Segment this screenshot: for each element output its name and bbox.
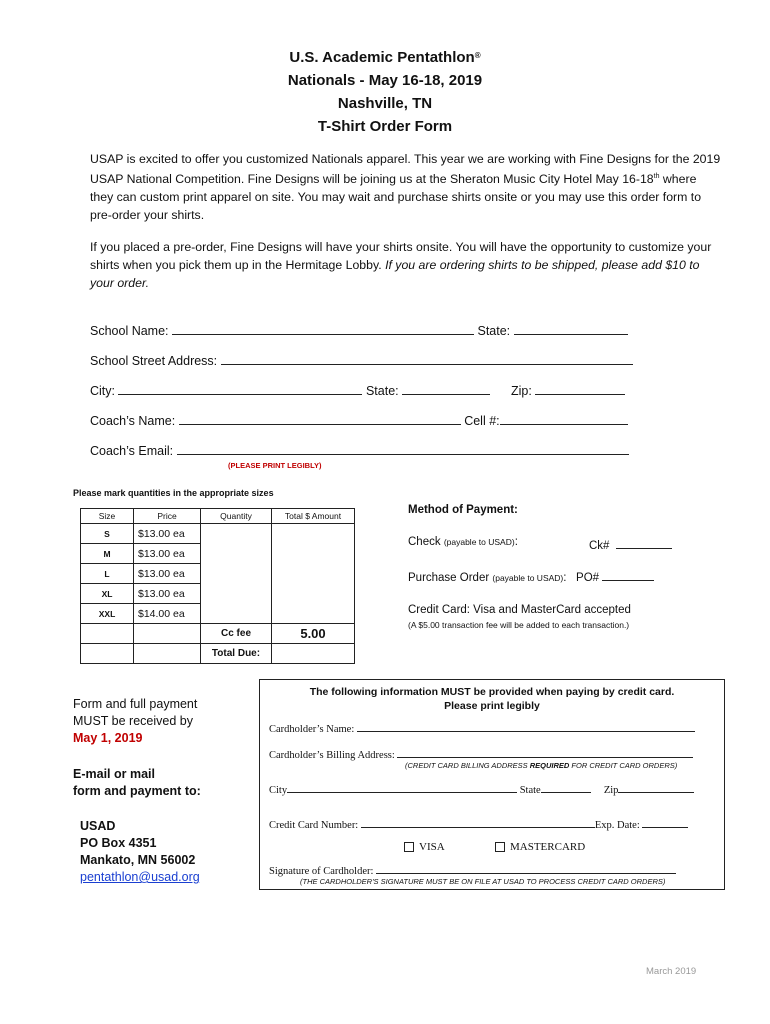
visa-option[interactable]: VISA: [404, 841, 445, 853]
ck-number-field[interactable]: [616, 536, 672, 549]
credit-fee-note: (A $5.00 transaction fee will be added to each transaction.): [408, 620, 630, 630]
table-row: L $13.00 ea: [81, 564, 355, 584]
title-line-3: Nashville, TN: [337, 95, 433, 112]
zip-field[interactable]: [535, 382, 625, 395]
registered-mark: ®: [474, 51, 481, 60]
signature-note: (THE CARDHOLDER'S SIGNATURE MUST BE ON FILE AT USAD TO PROCESS CREDIT CARD ORDERS): [300, 877, 666, 886]
table-row: XXL $14.00 ea: [81, 604, 355, 624]
card-number-field[interactable]: [361, 817, 595, 828]
visa-checkbox[interactable]: [404, 842, 414, 852]
mastercard-checkbox[interactable]: [495, 842, 505, 852]
quantity-instruction: Please mark quantities in the appropriate sizes: [73, 488, 274, 498]
billing-city-row: City State Zip: [269, 782, 694, 796]
credit-box-heading: The following information MUST be provided when paying by credit card. Please print legibly: [309, 686, 675, 712]
coach-name-row: Coach’s Name: Cell #:: [90, 412, 628, 428]
coach-email-row: Coach’s Email:: [90, 442, 629, 458]
street-field[interactable]: [221, 352, 633, 365]
title-line-1: U.S. Academic Pentathlon®: [289, 49, 481, 66]
table-row: XL $13.00 ea: [81, 584, 355, 604]
print-legibly-note: (PLEASE PRINT LEGIBLY): [228, 461, 322, 470]
po-number-field[interactable]: [602, 568, 654, 581]
cardholder-name-field[interactable]: [357, 721, 695, 732]
table-row: M $13.00 ea: [81, 544, 355, 564]
title-line-4: T-Shirt Order Form: [317, 118, 453, 135]
card-number-row: Credit Card Number: Exp. Date:: [269, 817, 688, 831]
cc-fee-label: Cc fee: [201, 624, 272, 644]
school-name-field[interactable]: [172, 322, 474, 335]
header-size: Size: [81, 509, 134, 524]
coach-name-field[interactable]: [179, 412, 461, 425]
credit-option: Credit Card: Visa and MasterCard accepted: [408, 604, 631, 616]
deadline-block: Form and full payment MUST be received by May 1, 2019: [73, 697, 198, 745]
total-due-field[interactable]: [272, 644, 355, 664]
total-due-label: Total Due:: [201, 644, 272, 664]
header-quantity: Quantity: [201, 509, 272, 524]
total-due-row: [81, 644, 355, 664]
header-price: Price: [134, 509, 201, 524]
header-total: Total $ Amount: [272, 509, 355, 524]
table-row: S $13.00 ea: [81, 524, 355, 544]
title-line-2: Nationals - May 16-18, 2019: [287, 72, 483, 89]
send-to-block: E-mail or mail form and payment to:: [73, 767, 201, 798]
city-row: City: State: Zip:: [90, 382, 625, 398]
intro-paragraph-2: If you placed a pre-order, Fine Designs will have your shirts onsite. You will have the opportunity to customize your shirts when you pick them up in the Hermitage Lobby. If you are ordering shirts to be shipped, please add $10 to your order.: [90, 240, 712, 290]
street-row: School Street Address:: [90, 352, 633, 368]
exp-date-field[interactable]: [642, 817, 688, 828]
billing-city-field[interactable]: [287, 782, 517, 793]
school-state-field[interactable]: [514, 322, 628, 335]
intro-paragraph-1: USAP is excited to offer you customized Nationals apparel. This year we are working with Fine Designs for the 2019 USAP National Competition. Fine Designs will be joining us at the Sheraton Music City Hotel May 16-18th where they can custom print apparel on site. You may wait and purchase shirts onsite or you may use this order form to pre-order your shirts.: [90, 152, 721, 223]
city-field[interactable]: [118, 382, 362, 395]
city-state-field[interactable]: [402, 382, 490, 395]
payment-heading: Method of Payment:: [408, 504, 518, 516]
signature-row: Signature of Cardholder:: [269, 863, 676, 877]
mailing-address: USAD PO Box 4351 Mankato, MN 56002 pentathlon@usad.org: [80, 819, 200, 884]
ck-number-row: Ck#: [589, 536, 672, 552]
deadline-date: May 1, 2019: [73, 731, 143, 745]
cell-field[interactable]: [500, 412, 628, 425]
cardholder-name-row: Cardholder’s Name:: [269, 721, 695, 735]
po-option: Purchase Order (payable to USAD): PO#: [408, 568, 654, 584]
billing-note: (CREDIT CARD BILLING ADDRESS REQUIRED FOR CREDIT CARD ORDERS): [405, 761, 678, 770]
quantity-table: [80, 508, 355, 664]
email-link[interactable]: pentathlon@usad.org: [80, 870, 200, 884]
quantity-input-area[interactable]: [201, 524, 272, 624]
billing-state-field[interactable]: [541, 782, 591, 793]
billing-zip-field[interactable]: [618, 782, 694, 793]
cc-fee-row: [81, 624, 355, 644]
footer-date: March 2019: [646, 966, 697, 977]
coach-email-field[interactable]: [177, 442, 629, 455]
billing-address-row: Cardholder’s Billing Address:: [269, 747, 693, 761]
billing-address-field[interactable]: [397, 747, 693, 758]
school-name-row: School Name: State:: [90, 322, 628, 338]
mastercard-option[interactable]: MASTERCARD: [495, 841, 585, 853]
total-input-area[interactable]: [272, 524, 355, 624]
cc-fee-value: 5.00: [272, 624, 355, 644]
signature-field[interactable]: [376, 863, 676, 874]
check-option: Check (payable to USAD):: [408, 536, 518, 548]
